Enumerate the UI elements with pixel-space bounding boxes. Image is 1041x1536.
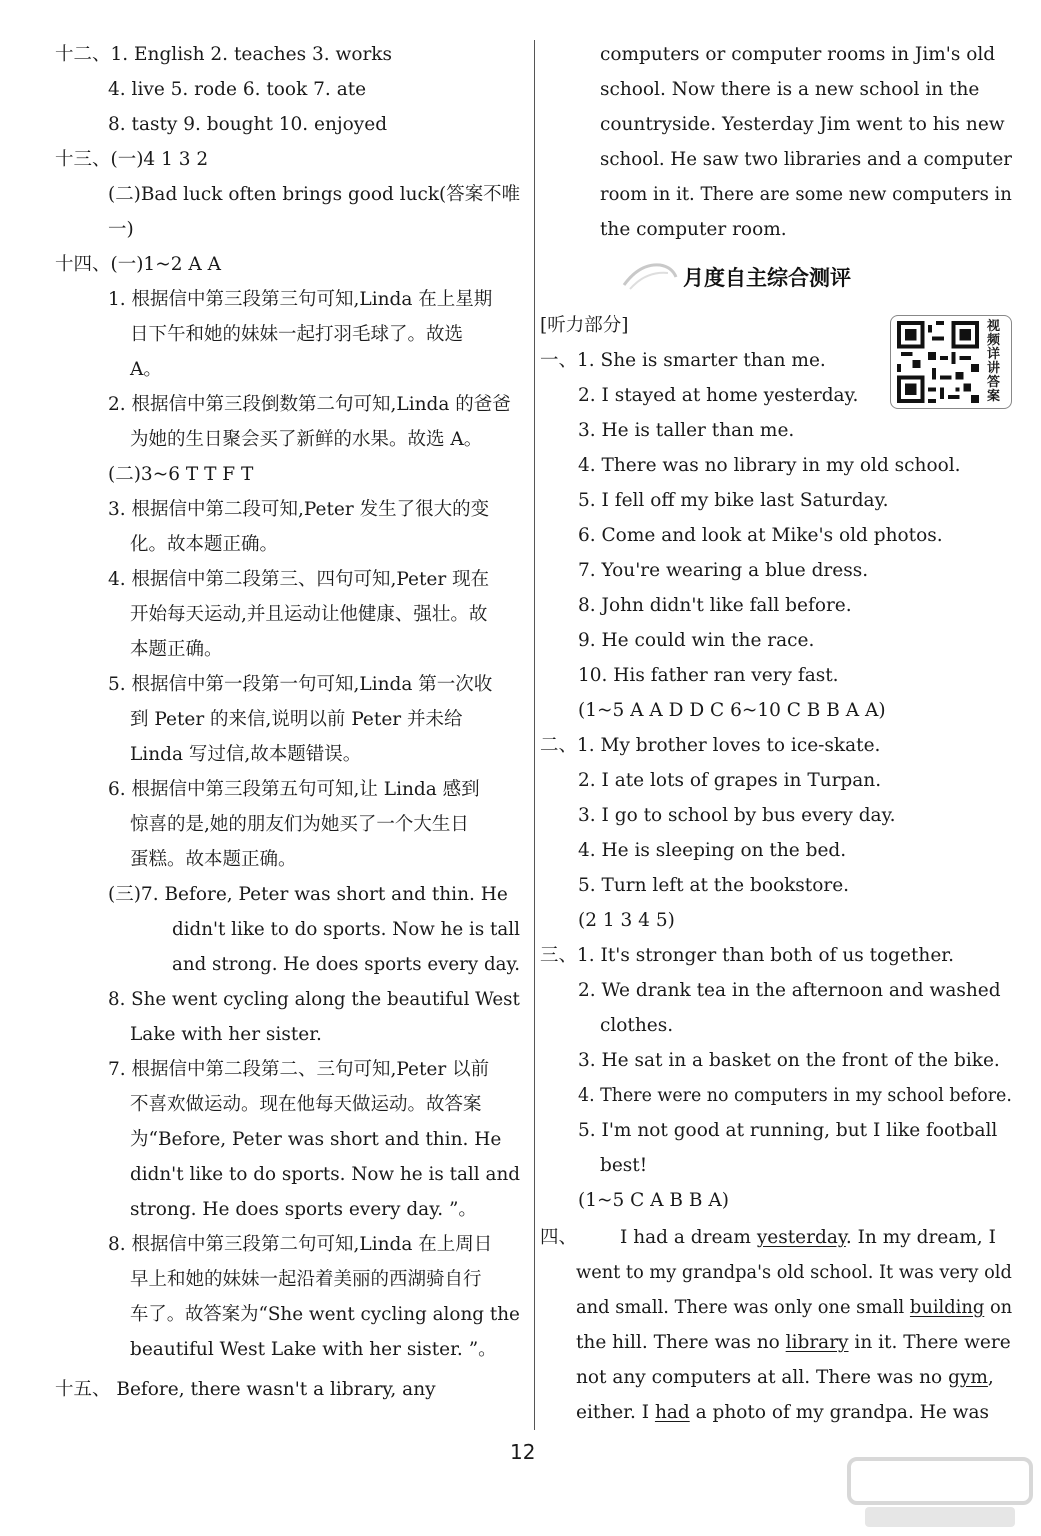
answer-line: best! bbox=[600, 1155, 648, 1176]
answer-line: 十五、 Before, there wasn't a library, any bbox=[55, 1379, 436, 1400]
answer-line: 4. There was no library in my old school. bbox=[578, 455, 961, 476]
passage-text: a photo of my grandpa. He was bbox=[689, 1402, 990, 1423]
passage-line: school. Now there is a new school in the bbox=[600, 79, 980, 100]
answer-line: (2 1 3 4 5) bbox=[578, 910, 675, 931]
qr-code-box[interactable] bbox=[890, 315, 1012, 409]
passage-line bbox=[576, 1400, 989, 1426]
passage-line: school. He saw two libraries and a computer bbox=[600, 149, 1012, 170]
blank-answer: gym bbox=[948, 1367, 988, 1388]
passage-line: countryside. Yesterday Jim went to his new bbox=[600, 114, 1005, 135]
answer-line: (二)3~6 T T F T bbox=[108, 464, 254, 485]
passage-line bbox=[576, 1260, 1012, 1286]
answer-line: 2. I ate lots of grapes in Turpan. bbox=[578, 770, 882, 791]
answer-line: 10. His father ran very fast. bbox=[578, 665, 839, 686]
blank-answer: had bbox=[654, 1402, 690, 1423]
answer-line: didn't like to do sports. Now he is tall and bbox=[130, 1164, 521, 1185]
answer-line: 三、1. It's stronger than both of us together. bbox=[540, 945, 954, 966]
passage-text: in it. There were bbox=[848, 1332, 1011, 1353]
answer-line: 2. I stayed at home yesterday. bbox=[578, 385, 859, 406]
answer-line: 6. 根据信中第三段第五句可知,让 Linda 感到 bbox=[108, 779, 480, 800]
passage-line bbox=[620, 1225, 996, 1251]
answer-line: didn't like to do sports. Now he is tall bbox=[172, 919, 520, 940]
passage-line: room in it. There are some new computers in bbox=[600, 184, 1012, 205]
answer-line: 早上和她的妹妹一起沿着美丽的西湖骑自行 bbox=[130, 1269, 482, 1290]
passage-line bbox=[576, 1365, 994, 1391]
answer-line: beautiful West Lake with her sister. ”。 bbox=[130, 1339, 497, 1360]
page-number: 12 bbox=[510, 1440, 536, 1464]
answer-line: clothes. bbox=[600, 1015, 674, 1036]
qr-label: 视频详讲答案 bbox=[987, 319, 1001, 404]
answer-line: 为她的生日聚会买了新鲜的水果。故选 A。 bbox=[130, 429, 483, 450]
answer-line: 一) bbox=[108, 219, 134, 240]
answer-line: (二)Bad luck often brings good luck(答案不唯 bbox=[108, 184, 521, 205]
watermark-logo bbox=[845, 1455, 1035, 1533]
passage-line bbox=[576, 1330, 1011, 1356]
passage-line: the computer room. bbox=[600, 219, 787, 240]
passage-text: the hill. There was no bbox=[576, 1332, 786, 1353]
blank-answer: building bbox=[909, 1297, 985, 1318]
answer-line: 为“Before, Peter was short and thin. He bbox=[130, 1129, 502, 1150]
column-divider bbox=[534, 40, 535, 1430]
blank-answer: library bbox=[785, 1332, 849, 1353]
answer-line: 十三、(一)4 1 3 2 bbox=[55, 149, 209, 170]
answer-line: 5. I'm not good at running, but I like football bbox=[578, 1120, 998, 1141]
answer-line: 二、1. My brother loves to ice-skate. bbox=[540, 735, 881, 756]
passage-text: on bbox=[984, 1297, 1013, 1318]
answer-line: 3. He sat in a basket on the front of the bike. bbox=[578, 1050, 1000, 1071]
answer-line: 车了。故答案为“She went cycling along the bbox=[130, 1304, 520, 1325]
passage-line: computers or computer rooms in Jim's old bbox=[600, 44, 996, 65]
answer-line: 一、1. She is smarter than me. bbox=[540, 350, 826, 371]
answer-line: 9. He could win the race. bbox=[578, 630, 815, 651]
answer-line: 本题正确。 bbox=[130, 639, 223, 660]
answer-line: 5. 根据信中第一段第一句可知,Linda 第一次收 bbox=[108, 674, 493, 695]
passage-text: . In my dream, I bbox=[845, 1227, 996, 1248]
answer-line: 5. I fell off my bike last Saturday. bbox=[578, 490, 889, 511]
answer-line: 化。故本题正确。 bbox=[130, 534, 279, 555]
answer-line: Lake with her sister. bbox=[130, 1024, 322, 1045]
answer-line: 6. Come and look at Mike's old photos. bbox=[578, 525, 943, 546]
answer-line: Linda 写过信,故本题错误。 bbox=[130, 744, 362, 765]
answer-line: 7. You're wearing a blue dress. bbox=[578, 560, 869, 581]
answer-line: 3. He is taller than me. bbox=[578, 420, 795, 441]
answer-line: 4. 根据信中第二段第三、四句可知,Peter 现在 bbox=[108, 569, 490, 590]
answer-line: 不喜欢做运动。现在他每天做运动。故答案 bbox=[130, 1094, 482, 1115]
answer-line: and strong. He does sports every day. bbox=[172, 954, 521, 975]
answer-line: (三)7. Before, Peter was short and thin. He bbox=[108, 884, 508, 905]
passage-text: and small. There was only one small bbox=[576, 1297, 910, 1318]
answer-line: A。 bbox=[130, 359, 162, 380]
section-title: 月度自主综合测评 bbox=[683, 266, 851, 290]
passage-text: I had a dream bbox=[620, 1227, 757, 1248]
passage-text: , bbox=[987, 1367, 994, 1388]
answer-line: 5. Turn left at the bookstore. bbox=[578, 875, 850, 896]
answer-line: 8. John didn't like fall before. bbox=[578, 595, 852, 616]
title-brush-decoration bbox=[620, 255, 680, 291]
answer-line: (1~5 A A D D C 6~10 C B B A A) bbox=[578, 700, 886, 721]
section-number: 四、 bbox=[540, 1227, 578, 1248]
answer-line: 7. 根据信中第二段第二、三句可知,Peter 以前 bbox=[108, 1059, 490, 1080]
answer-line: 开始每天运动,并且运动让他健康、强壮。故 bbox=[130, 604, 488, 625]
passage-text: not any computers at all. There was no bbox=[576, 1367, 949, 1388]
answer-line: 4. He is sleeping on the bed. bbox=[578, 840, 847, 861]
passage-text: went to my grandpa's old school. It was very old bbox=[576, 1262, 1012, 1283]
answer-line: (1~5 C A B B A) bbox=[578, 1190, 729, 1211]
answer-line: 8. 根据信中第三段第二句可知,Linda 在上周日 bbox=[108, 1234, 493, 1255]
qr-code-icon bbox=[897, 321, 979, 403]
passage-line bbox=[576, 1295, 1012, 1321]
blank-answer: yesterday bbox=[756, 1227, 846, 1248]
answer-line: 1. 根据信中第三段第三句可知,Linda 在上星期 bbox=[108, 289, 493, 310]
answer-line: 十二、1. English 2. teaches 3. works bbox=[55, 44, 393, 65]
answer-line: 4. live 5. rode 6. took 7. ate bbox=[108, 79, 367, 100]
passage-text: either. I bbox=[576, 1402, 655, 1423]
answer-line: 3. 根据信中第二段可知,Peter 发生了很大的变 bbox=[108, 499, 490, 520]
answer-line: strong. He does sports every day. ”。 bbox=[130, 1199, 477, 1220]
answer-line: 8. tasty 9. bought 10. enjoyed bbox=[108, 114, 388, 135]
answer-line: 2. We drank tea in the afternoon and washed bbox=[578, 980, 1001, 1001]
answer-line: 蛋糕。故本题正确。 bbox=[130, 849, 297, 870]
answer-line: 十四、(一)1~2 A A bbox=[55, 254, 221, 275]
answer-line: 8. She went cycling along the beautiful West bbox=[108, 989, 520, 1010]
answer-line: 2. 根据信中第三段倒数第二句可知,Linda 的爸爸 bbox=[108, 394, 511, 415]
answer-line: [听力部分] bbox=[540, 315, 629, 336]
answer-line: 日下午和她的妹妹一起打羽毛球了。故选 bbox=[130, 324, 464, 345]
answer-line: 惊喜的是,她的朋友们为她买了一个大生日 bbox=[130, 814, 469, 835]
answer-line: 3. I go to school by bus every day. bbox=[578, 805, 896, 826]
answer-line: 4. There were no computers in my school before. bbox=[578, 1085, 1012, 1106]
answer-line: 到 Peter 的来信,说明以前 Peter 并未给 bbox=[130, 709, 463, 730]
